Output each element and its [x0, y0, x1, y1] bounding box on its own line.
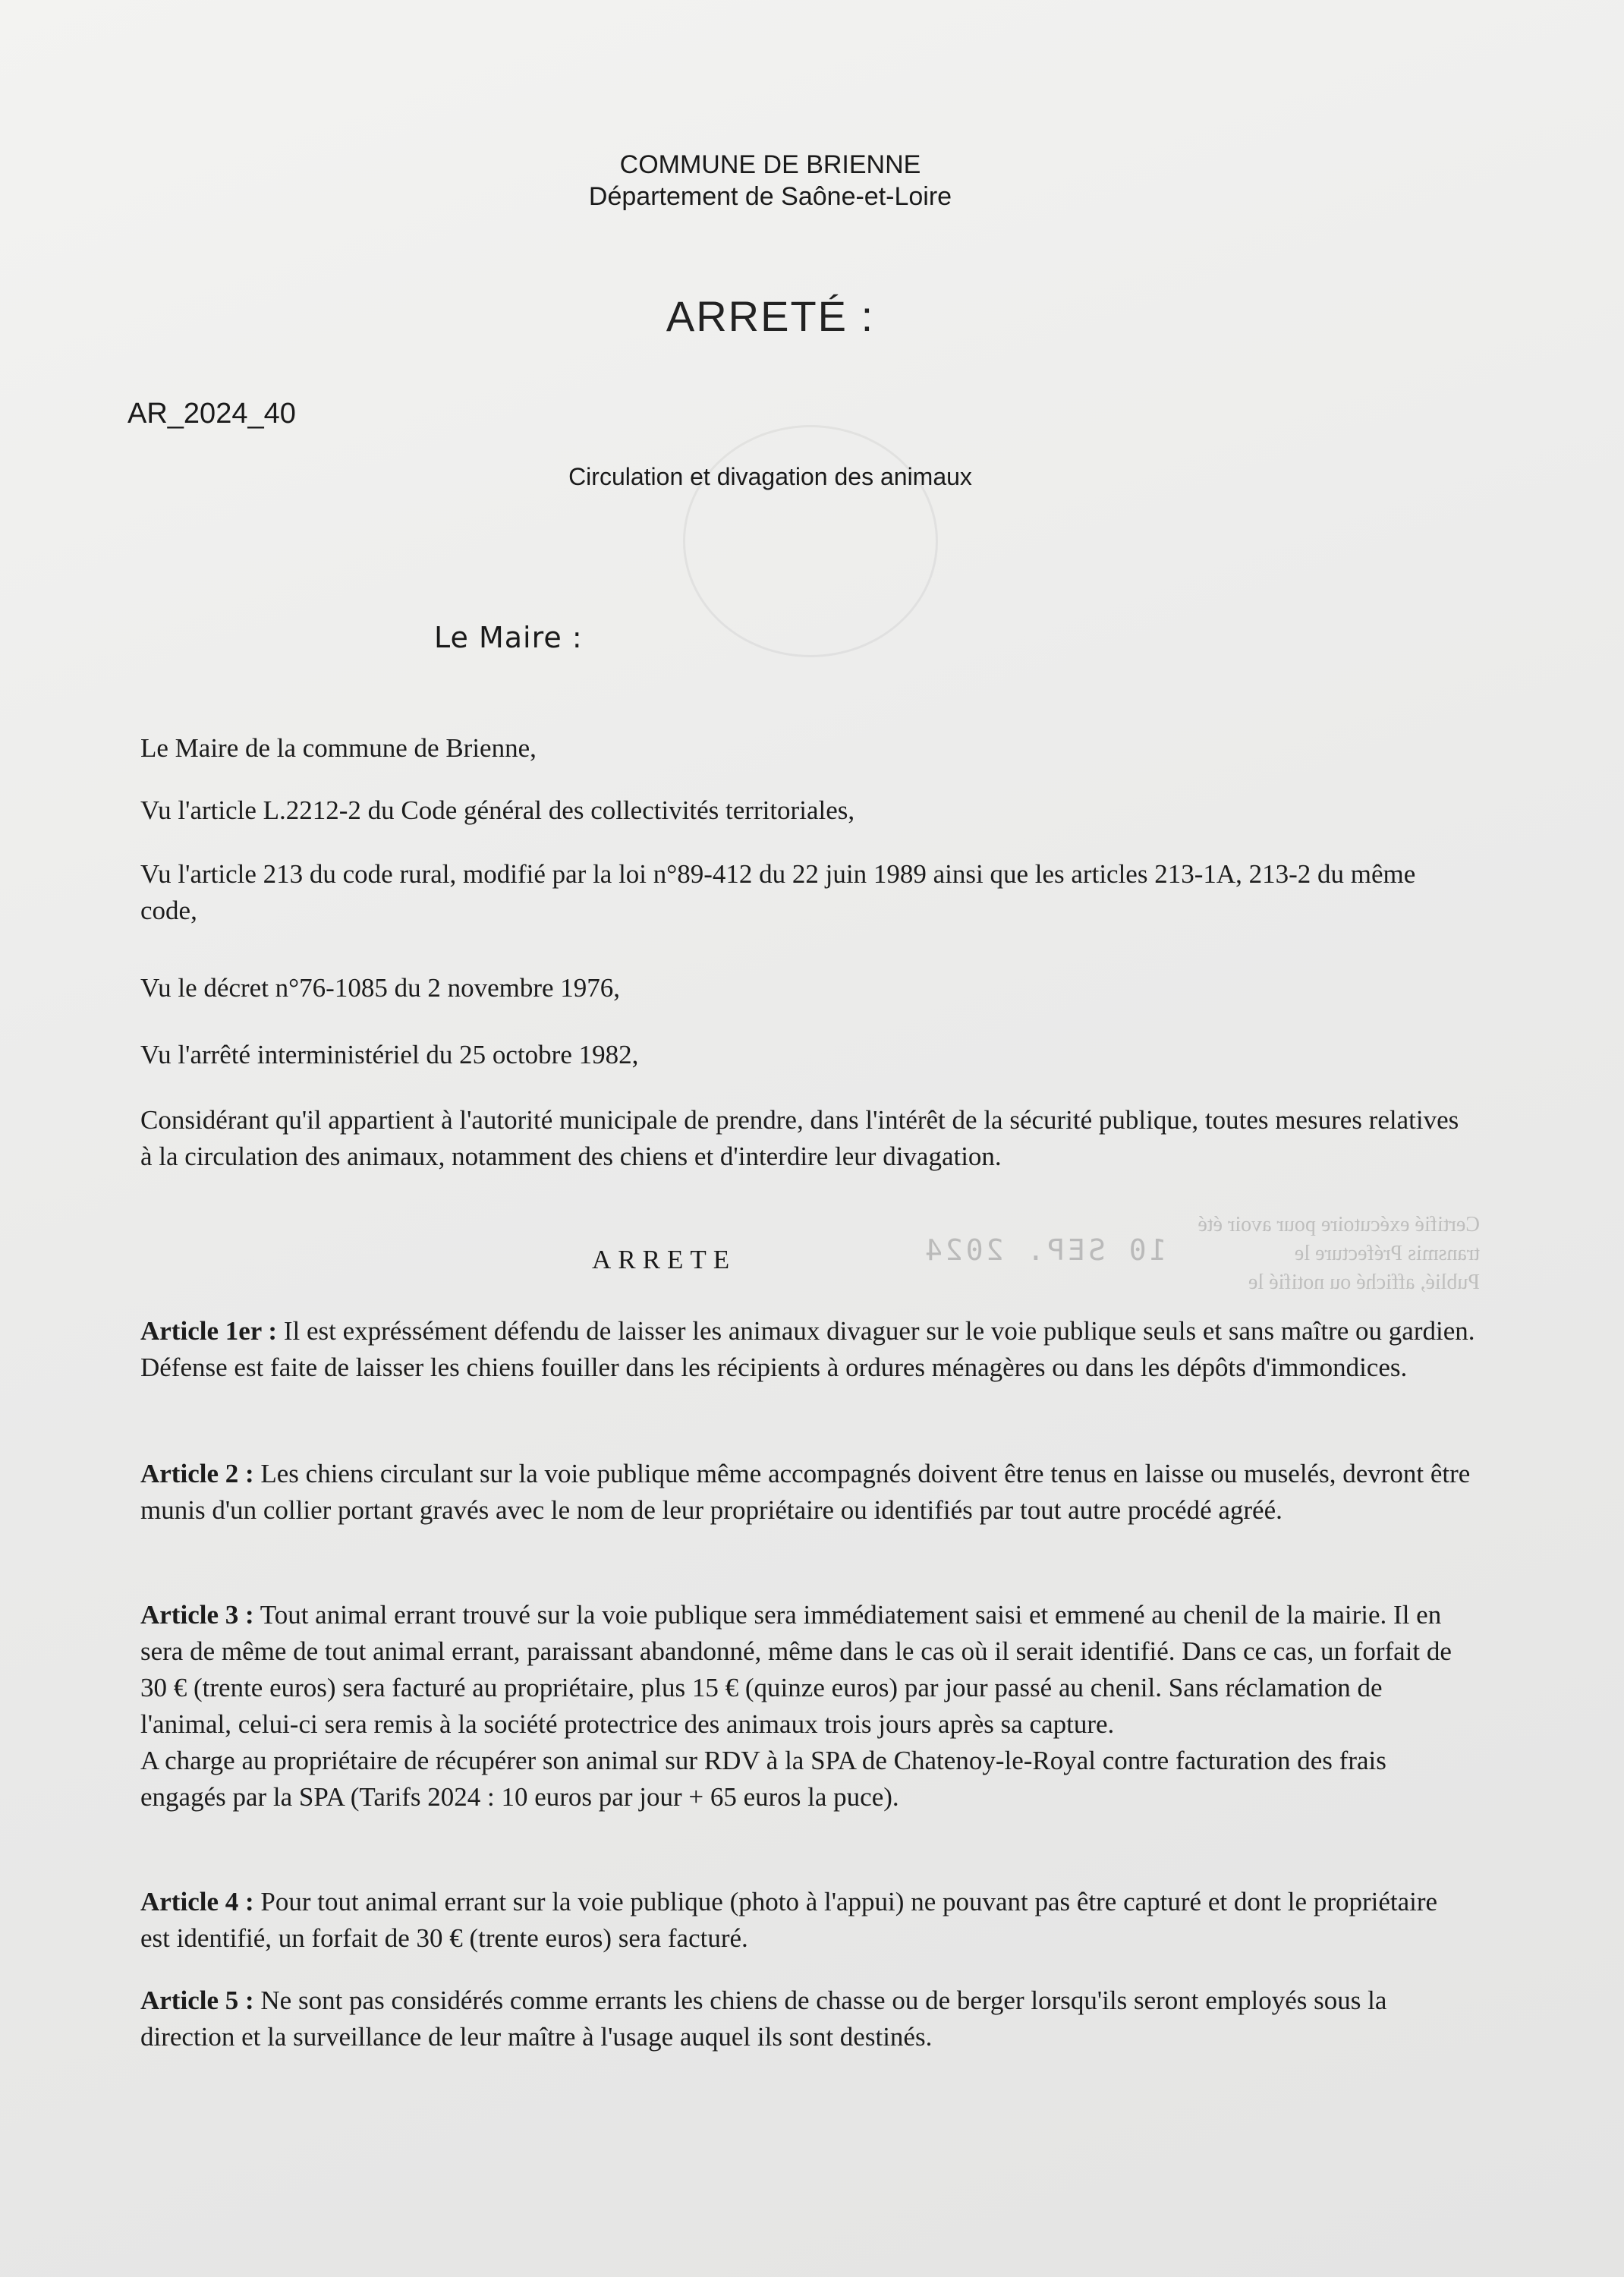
- preamble-line: Vu l'article L.2212-2 du Code général des collectivités territoriales,: [140, 795, 855, 825]
- article-text: Ne sont pas considérés comme errants les chiens de chasse ou de berger lorsqu'ils seront employés sous la direction et la surveillance de leur maître à l'usage auquel ils sont destinés.: [140, 1986, 1387, 2052]
- decision-heading: ARRETE: [592, 1245, 737, 1274]
- article-1: [140, 1313, 1476, 1386]
- stamp-line: transmis Préfecture le: [1294, 1242, 1480, 1265]
- commune-name: COMMUNE DE BRIENNE: [619, 150, 921, 179]
- stamp-line: Certifié exécutoire pour avoir été: [1198, 1213, 1480, 1236]
- article-label: Article 1er :: [140, 1316, 278, 1346]
- article-5: [140, 1983, 1446, 2055]
- authority-heading: Le Maire :: [434, 621, 583, 654]
- preamble-line: Vu l'article 213 du code rural, modifié par la loi n°89-412 du 22 juin 1989 ainsi que les articles 213-1A, 213-2 du même code,: [140, 859, 1416, 925]
- preamble-line: Vu le décret n°76-1085 du 2 novembre 1976,: [140, 973, 621, 1003]
- article-label: Article 3 :: [140, 1600, 254, 1630]
- document-subject: Circulation et divagation des animaux: [568, 463, 972, 490]
- article-text: Pour tout animal errant sur la voie publique (photo à l'appui) ne pouvant pas être capturé et dont le propriétaire est identifié, un forfait de 30 € (trente euros) sera facturé.: [140, 1887, 1438, 1953]
- stamp-date: 10 SEP. 2024: [922, 1233, 1167, 1267]
- preamble-considering: Considérant qu'il appartient à l'autorité municipale de prendre, dans l'intérêt de la sécurité publique, toutes mesures relatives à la circulation des animaux, notamment des chiens et d'interdire leur divagation.: [140, 1105, 1459, 1171]
- article-4: [140, 1884, 1461, 1957]
- article-label: Article 5 :: [140, 1986, 254, 2015]
- reference-number: AR_2024_40: [127, 398, 296, 430]
- preamble-line: Le Maire de la commune de Brienne,: [140, 733, 537, 763]
- article-3: [140, 1597, 1461, 1816]
- article-text: Il est expréssément défendu de laisser les animaux divaguer sur le voie publique seuls et sans maître ou gardien. Défense est faite de laisser les chiens fouiller dans les récipients à ordures ménagères ou dans les dépôts d'immondices.: [140, 1316, 1475, 1382]
- article-label: Article 2 :: [140, 1459, 254, 1488]
- article-label: Article 4 :: [140, 1887, 254, 1916]
- preamble-line: Vu l'arrêté interministériel du 25 octobre 1982,: [140, 1040, 639, 1069]
- document-title: ARRETÉ :: [666, 292, 875, 340]
- department-name: Département de Saône-et-Loire: [588, 182, 952, 211]
- article-extra-text: A charge au propriétaire de récupérer son animal sur RDV à la SPA de Chatenoy-le-Royal contre facturation des frais engagés par la SPA (Tarifs 2024 : 10 euros par jour + 65 euros la puce).: [140, 1746, 1386, 1812]
- stamp-line: Publié, affiché ou notifié le: [1248, 1271, 1480, 1294]
- article-text: Tout animal errant trouvé sur la voie publique sera immédiatement saisi et emmené au chenil de la mairie. Il en sera de même de tout animal errant, paraissant abandonné, même dans le cas où il serait identifié. Dans ce cas, un forfait de 30 € (trente euros) sera facturé au propriétaire, plus 15 € (quinze euros) par jour passé au chenil. Sans réclamation de l'animal, celui-ci sera remis à la société protectrice des animaux trois jours après sa capture.: [140, 1600, 1452, 1739]
- article-2: [140, 1456, 1476, 1529]
- article-text: Les chiens circulant sur la voie publique même accompagnés doivent être tenus en laisse ou muselés, devront être munis d'un collier portant gravés avec le nom de leur propriétaire ou identifiés par tout autre procédé agréé.: [140, 1459, 1471, 1525]
- faint-seal-impression: [683, 425, 938, 657]
